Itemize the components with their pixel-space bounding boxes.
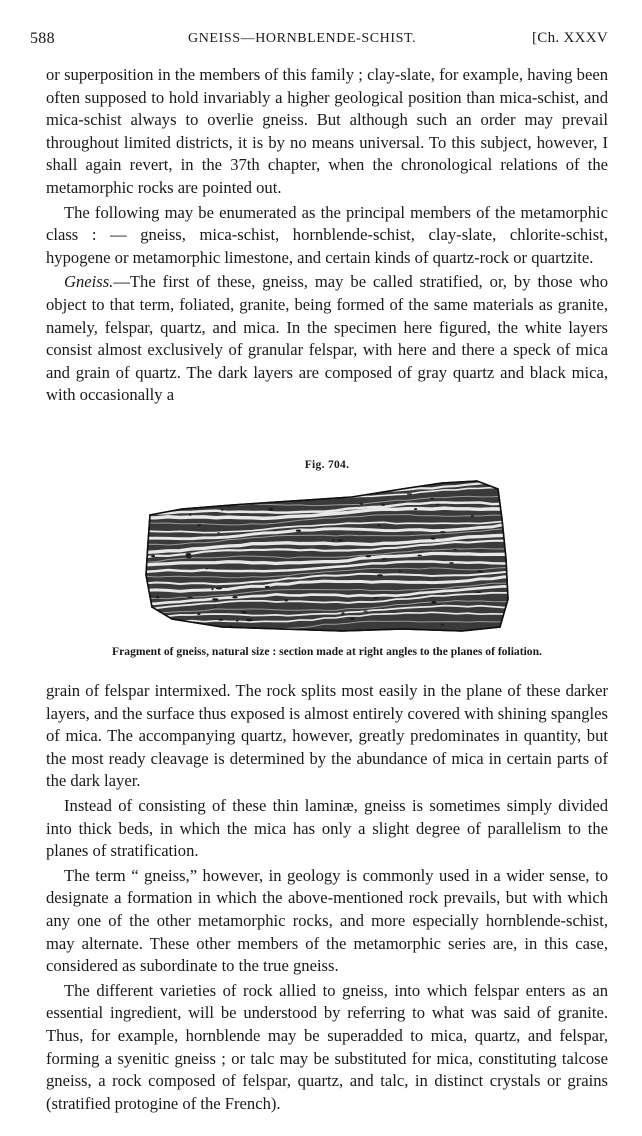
text-block-upper [46, 64, 608, 407]
mica-speck [296, 530, 301, 532]
figure-label: Fig. 704. [304, 459, 350, 471]
mica-speck [360, 503, 362, 506]
section-lead: Gneiss. [64, 272, 114, 292]
mica-speck [217, 532, 219, 533]
mica-speck [332, 540, 335, 542]
gneiss-specimen-illustration [142, 479, 516, 639]
mica-speck [377, 574, 383, 576]
mica-speck [440, 531, 446, 533]
mica-speck [337, 539, 343, 541]
paragraph: The term “ gneiss,” however, in geology is commonly used in a wider sense, to designate a formation in which the above-mentioned rock prevails, but with which any one of the other metamorphic rocks, and more especially hornblende-schist, may alternate. These other members of the metamorphic series are, in this case, considered as subordinate to the true gneiss. [46, 865, 608, 976]
paragraph: Instead of consisting of these thin laminæ, gneiss is sometimes simply divided into thick beds, in which the mica has only a slight degree of parallelism to the planes of stratification. [46, 795, 608, 861]
paragraph: or superposition in the members of this family ; clay-slate, for example, having been often supposed to hold invariably a higher geological position than mica-schist, and mica-schist always to overlie gneiss. But although such an order may prevail throughout limited districts, it is by no means universal. To this subject, however, I shall again revert, in the 37th chapter, when the chronological relations of the metamorphic rocks are pointed out. [46, 65, 608, 197]
mica-speck [311, 491, 317, 494]
mica-speck [219, 493, 221, 496]
mica-speck [187, 597, 193, 598]
mica-speck [341, 612, 344, 614]
mica-speck [236, 620, 239, 622]
figure-caption: Fragment of gneiss, natural size : section made at right angles to the planes of foliation. [112, 645, 542, 658]
mica-speck [151, 555, 155, 557]
paragraph: grain of felspar intermixed. The rock splits most easily in the plane of these darker layers, and the surface thus exposed is almost entirely covered with shining spangles of mica. The accompanying quartz, however, greatly predominates in quantity, but the most ready cleavage is determined by the abundance of mica in certain parts of the dark layer. [46, 681, 608, 791]
paragraph-gneiss [46, 271, 608, 407]
mica-speck [417, 555, 422, 556]
figure [46, 459, 608, 675]
mica-speck [241, 611, 247, 613]
mica-speck [221, 489, 226, 491]
paragraph-text: —The first of these, gneiss, may be called stratified, or, by those who object to that term, foliated, granite, being formed of the same materials as granite, namely, felspar, quartz, and mica. In the specimen here figured, the white layers consist almost exclusively of granular felspar, with here and there a speck of mica and grain of quartz. The dark layers are composed of gray quartz and black mica, with occasionally a [46, 272, 608, 405]
mica-speck [232, 596, 237, 598]
page-number: 588 [30, 30, 55, 47]
mica-speck [156, 596, 160, 598]
mica-speck [477, 570, 483, 572]
mica-speck [216, 587, 223, 589]
mica-speck [430, 498, 434, 499]
mica-speck [265, 586, 270, 588]
mica-speck [382, 558, 387, 559]
mica-speck [407, 493, 412, 494]
mica-speck [449, 562, 454, 564]
mica-speck [212, 588, 214, 590]
mica-speck [196, 503, 199, 505]
mica-speck [285, 599, 288, 602]
mica-speck [246, 619, 253, 622]
mica-speck [212, 598, 219, 600]
mica-speck [218, 619, 224, 621]
mica-speck [363, 611, 367, 612]
paragraph: The different varieties of rock allied to gneiss, into which felspar enters as an essential ingredient, will be understood by referring to what was said of granite. Thus, for example, hornblende may be superadded to mica, quartz, and felspar, forming a syenitic gneiss ; or talc may be substituted for mica, constituting talcose gneiss, a rock composed of felspar, quartz, and talc, in distinct crystals or grains (stratified protogine of the French). [46, 980, 608, 1113]
mica-speck [373, 597, 380, 598]
mica-speck [432, 601, 437, 604]
mica-speck [213, 607, 216, 608]
mica-speck [189, 513, 191, 516]
mica-speck [436, 504, 440, 505]
mica-speck [205, 568, 208, 569]
paragraph: The following may be enumerated as the principal members of the metamorphic class : — gneiss, mica-schist, hornblende-schist, clay-slate, chlorite-schist, hypogene or metamorphic limestone, and certain kinds of quartz-rock or quartzite. [46, 202, 608, 267]
mica-speck [350, 618, 355, 620]
running-title: GNEISS—HORNBLENDE-SCHIST. [188, 31, 417, 46]
mica-speck [178, 496, 184, 499]
mica-speck [399, 571, 401, 573]
mica-speck [221, 509, 224, 511]
mica-speck [269, 508, 274, 511]
mica-speck [365, 555, 371, 557]
mica-speck [414, 508, 417, 510]
mica-speck [453, 549, 457, 550]
mica-speck [471, 515, 474, 516]
mica-speck [186, 556, 192, 559]
mica-speck [197, 613, 200, 615]
chapter-label: [Ch. XXXV [531, 30, 608, 46]
mica-speck [378, 524, 381, 526]
running-header [30, 30, 608, 54]
mica-speck [475, 591, 482, 593]
mica-speck [381, 504, 385, 506]
mica-speck [197, 524, 202, 526]
mica-speck [186, 553, 192, 556]
mica-speck [431, 537, 436, 539]
text-block-lower [46, 680, 608, 1115]
mica-speck [441, 624, 444, 626]
